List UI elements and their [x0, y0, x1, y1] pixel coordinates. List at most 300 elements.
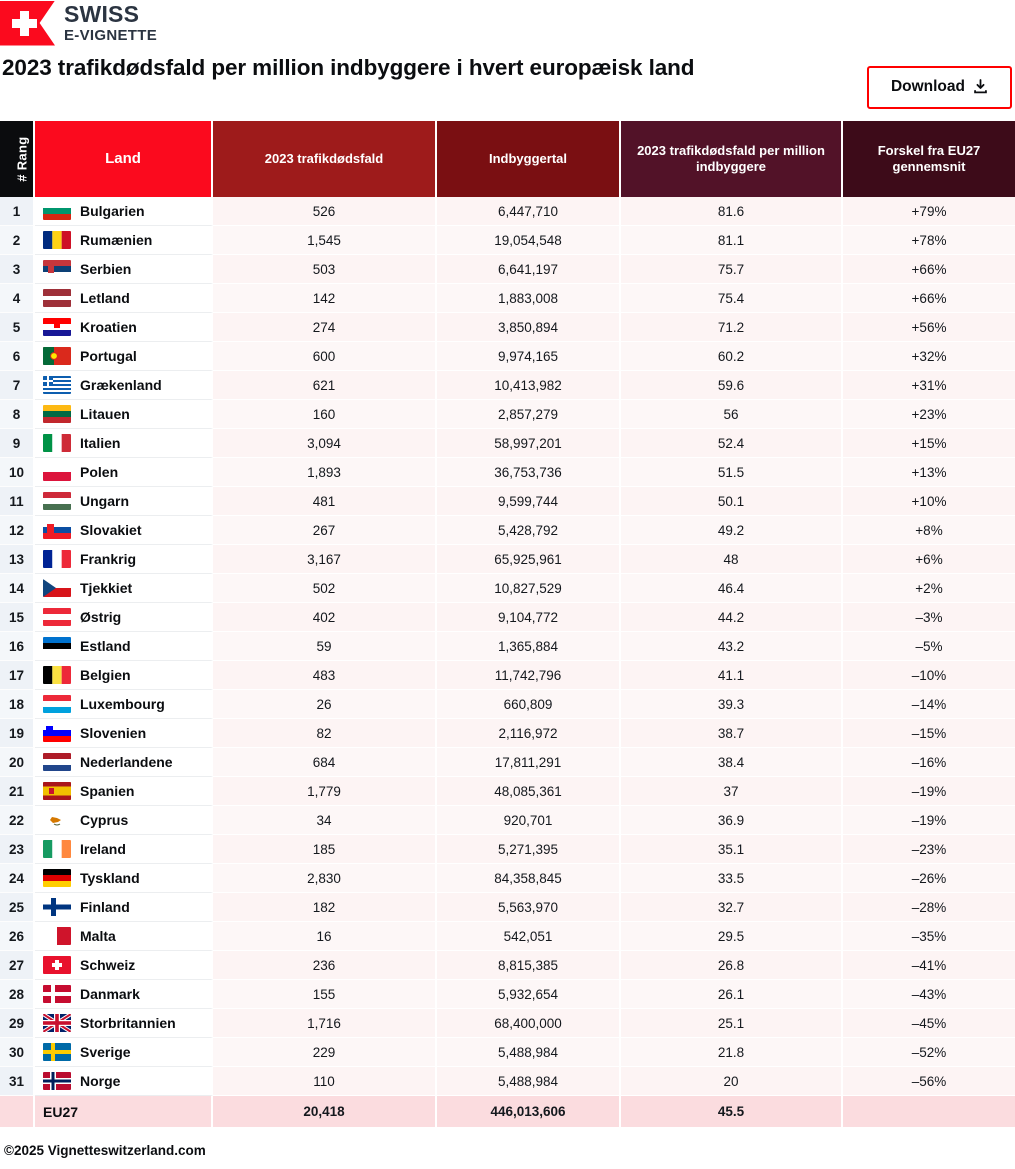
country-name: Estland: [80, 638, 131, 654]
cell-diff: –56%: [843, 1067, 1015, 1096]
table-row[interactable]: [0, 226, 1015, 255]
page-title: 2023 trafikdødsfald per million indbyggere i hvert europæisk land: [2, 55, 695, 80]
column-header-population[interactable]: Indbyggertal: [437, 121, 621, 197]
cell-rank: 14: [0, 574, 35, 603]
cell-country: [35, 951, 213, 980]
country-name: Belgien: [80, 667, 131, 683]
cell-country: [35, 1009, 213, 1038]
cell-diff: –43%: [843, 980, 1015, 1009]
cell-diff: –45%: [843, 1009, 1015, 1038]
column-header-diff[interactable]: Forskel fra EU27 gennemsnit: [843, 121, 1015, 197]
cell-country: [35, 313, 213, 342]
cell-population: 9,599,744: [437, 487, 621, 516]
table-row[interactable]: [0, 980, 1015, 1009]
cell-population: 2,116,972: [437, 719, 621, 748]
cell-per-million: 35.1: [621, 835, 843, 864]
cell-country: [35, 400, 213, 429]
cell-per-million: 48: [621, 545, 843, 574]
country-name: Slovenien: [80, 725, 147, 741]
flag-bg-icon: [43, 202, 71, 220]
cell-per-million: 49.2: [621, 516, 843, 545]
cell-diff: +79%: [843, 197, 1015, 226]
cell-diff: –5%: [843, 632, 1015, 661]
cell-rank: 27: [0, 951, 35, 980]
country-name: Norge: [80, 1073, 121, 1089]
cell-summary-rank: [0, 1096, 35, 1127]
cell-country: [35, 574, 213, 603]
cell-population: 9,974,165: [437, 342, 621, 371]
cell-per-million: 36.9: [621, 806, 843, 835]
country-name: Serbien: [80, 261, 132, 277]
cell-per-million: 29.5: [621, 922, 843, 951]
cell-per-million: 37: [621, 777, 843, 806]
cell-deaths: 1,545: [213, 226, 437, 255]
cell-population: 660,809: [437, 690, 621, 719]
cell-country: [35, 487, 213, 516]
table-row[interactable]: [0, 951, 1015, 980]
cell-diff: –23%: [843, 835, 1015, 864]
cell-diff: –41%: [843, 951, 1015, 980]
brand-bar: [0, 0, 1015, 46]
cell-per-million: 39.3: [621, 690, 843, 719]
cell-country: [35, 893, 213, 922]
cell-deaths: 59: [213, 632, 437, 661]
cell-deaths: 402: [213, 603, 437, 632]
cell-population: 5,488,984: [437, 1038, 621, 1067]
cell-diff: +66%: [843, 284, 1015, 313]
cell-rank: 16: [0, 632, 35, 661]
table-row[interactable]: [0, 835, 1015, 864]
country-name: Grækenland: [80, 377, 162, 393]
column-header-rank[interactable]: # Rang: [0, 121, 35, 197]
flag-rs-icon: [43, 260, 71, 278]
cell-population: 65,925,961: [437, 545, 621, 574]
cell-diff: –19%: [843, 806, 1015, 835]
cell-country: [35, 980, 213, 1009]
cell-country: [35, 603, 213, 632]
cell-per-million: 44.2: [621, 603, 843, 632]
cell-population: 58,997,201: [437, 429, 621, 458]
cell-diff: +23%: [843, 400, 1015, 429]
cell-deaths: 155: [213, 980, 437, 1009]
cell-rank: 6: [0, 342, 35, 371]
cell-rank: 28: [0, 980, 35, 1009]
cell-rank: 31: [0, 1067, 35, 1096]
cell-country: [35, 545, 213, 574]
cell-diff: –35%: [843, 922, 1015, 951]
cell-per-million: 20: [621, 1067, 843, 1096]
cell-per-million: 81.1: [621, 226, 843, 255]
cell-rank: 2: [0, 226, 35, 255]
table-row[interactable]: [0, 342, 1015, 371]
cell-deaths: 600: [213, 342, 437, 371]
cell-per-million: 50.1: [621, 487, 843, 516]
country-name: Luxembourg: [80, 696, 165, 712]
cell-deaths: 503: [213, 255, 437, 284]
flag-se-icon: [43, 1043, 71, 1061]
country-name: Storbritannien: [80, 1015, 176, 1031]
table-row[interactable]: [0, 458, 1015, 487]
cell-deaths: 274: [213, 313, 437, 342]
table-row[interactable]: [0, 255, 1015, 284]
cell-deaths: 502: [213, 574, 437, 603]
download-button[interactable]: [867, 66, 1012, 109]
cell-deaths: 182: [213, 893, 437, 922]
cell-rank: 8: [0, 400, 35, 429]
flag-gr-icon: [43, 376, 71, 394]
flag-sk-icon: [43, 521, 71, 539]
cell-rank: 13: [0, 545, 35, 574]
cell-per-million: 60.2: [621, 342, 843, 371]
flag-es-icon: [43, 782, 71, 800]
cell-rank: 20: [0, 748, 35, 777]
cell-diff: +56%: [843, 313, 1015, 342]
flag-fi-icon: [43, 898, 71, 916]
cell-country: [35, 342, 213, 371]
flag-be-icon: [43, 666, 71, 684]
cell-country: [35, 1038, 213, 1067]
cell-deaths: 621: [213, 371, 437, 400]
cell-country: [35, 835, 213, 864]
country-name: Ungarn: [80, 493, 129, 509]
cell-per-million: 56: [621, 400, 843, 429]
cell-country: [35, 516, 213, 545]
cell-deaths: 1,779: [213, 777, 437, 806]
cell-diff: –3%: [843, 603, 1015, 632]
column-header-deaths[interactable]: 2023 trafikdødsfald: [213, 121, 437, 197]
cell-rank: 25: [0, 893, 35, 922]
cell-population: 3,850,894: [437, 313, 621, 342]
cell-deaths: 526: [213, 197, 437, 226]
cell-diff: +31%: [843, 371, 1015, 400]
cell-per-million: 25.1: [621, 1009, 843, 1038]
cell-rank: 18: [0, 690, 35, 719]
flag-it-icon: [43, 434, 71, 452]
cell-per-million: 52.4: [621, 429, 843, 458]
cell-deaths: 34: [213, 806, 437, 835]
flag-lt-icon: [43, 405, 71, 423]
flag-ie-icon: [43, 840, 71, 858]
flag-hr-icon: [43, 318, 71, 336]
cell-diff: –14%: [843, 690, 1015, 719]
cell-deaths: 26: [213, 690, 437, 719]
cell-diff: +15%: [843, 429, 1015, 458]
cell-deaths: 1,893: [213, 458, 437, 487]
table-row[interactable]: [0, 197, 1015, 226]
cell-population: 542,051: [437, 922, 621, 951]
cell-deaths: 483: [213, 661, 437, 690]
country-name: Litauen: [80, 406, 130, 422]
cell-population: 5,932,654: [437, 980, 621, 1009]
table-row[interactable]: [0, 429, 1015, 458]
flag-fr-icon: [43, 550, 71, 568]
cell-per-million: 38.7: [621, 719, 843, 748]
table-row[interactable]: [0, 690, 1015, 719]
cell-population: 19,054,548: [437, 226, 621, 255]
cell-per-million: 32.7: [621, 893, 843, 922]
cell-per-million: 38.4: [621, 748, 843, 777]
flag-mt-icon: [43, 927, 71, 945]
cell-per-million: 46.4: [621, 574, 843, 603]
table-row[interactable]: [0, 922, 1015, 951]
country-name: Frankrig: [80, 551, 137, 567]
cell-rank: 19: [0, 719, 35, 748]
cell-country: [35, 197, 213, 226]
cell-population: 48,085,361: [437, 777, 621, 806]
cell-rank: 22: [0, 806, 35, 835]
cell-population: 10,413,982: [437, 371, 621, 400]
flag-dk-icon: [43, 985, 71, 1003]
table-row[interactable]: [0, 1067, 1015, 1096]
cell-population: 36,753,736: [437, 458, 621, 487]
cell-deaths: 236: [213, 951, 437, 980]
download-button-label: Download: [890, 78, 965, 95]
cell-country: [35, 284, 213, 313]
table-row[interactable]: [0, 603, 1015, 632]
table-row[interactable]: [0, 1009, 1015, 1038]
cell-country: [35, 458, 213, 487]
cell-population: 6,447,710: [437, 197, 621, 226]
country-name: Danmark: [80, 986, 140, 1002]
cell-rank: 23: [0, 835, 35, 864]
table-row[interactable]: [0, 313, 1015, 342]
cell-country: [35, 371, 213, 400]
cell-deaths: 82: [213, 719, 437, 748]
table-header: [0, 121, 1015, 197]
table-summary-row: [0, 1096, 1015, 1127]
cell-population: 1,365,884: [437, 632, 621, 661]
country-name: Rumænien: [80, 232, 153, 248]
flag-gb-icon: [43, 1014, 71, 1032]
brand-line-1: SWISS: [64, 1, 140, 28]
cell-per-million: 26.8: [621, 951, 843, 980]
flag-pt-icon: [43, 347, 71, 365]
country-name: Polen: [80, 464, 119, 480]
cell-rank: 10: [0, 458, 35, 487]
flag-lu-icon: [43, 695, 71, 713]
flag-nl-icon: [43, 753, 71, 771]
cell-deaths: 229: [213, 1038, 437, 1067]
rankings-table: [0, 121, 1015, 1127]
brand-wordmark: [64, 3, 157, 43]
table-header-row: [0, 121, 1015, 197]
cell-summary-per-million: 45.5: [621, 1096, 843, 1127]
cell-per-million: 75.7: [621, 255, 843, 284]
cell-per-million: 26.1: [621, 980, 843, 1009]
cell-diff: –10%: [843, 661, 1015, 690]
column-header-land[interactable]: Land: [35, 121, 213, 197]
cell-population: 6,641,197: [437, 255, 621, 284]
cell-country: [35, 255, 213, 284]
country-name: Tyskland: [80, 870, 140, 886]
cell-summary-deaths: 20,418: [213, 1096, 437, 1127]
cell-deaths: 110: [213, 1067, 437, 1096]
swiss-flag-icon: [0, 1, 55, 46]
country-name: Bulgarien: [80, 203, 145, 219]
table-row[interactable]: [0, 1038, 1015, 1067]
cell-population: 5,428,792: [437, 516, 621, 545]
cell-country: [35, 719, 213, 748]
cell-diff: +32%: [843, 342, 1015, 371]
cell-population: 17,811,291: [437, 748, 621, 777]
cell-deaths: 16: [213, 922, 437, 951]
cell-per-million: 59.6: [621, 371, 843, 400]
country-name: Cyprus: [80, 812, 129, 828]
cell-country: [35, 864, 213, 893]
title-row: [0, 46, 1015, 121]
cell-deaths: 1,716: [213, 1009, 437, 1038]
cell-summary-label: EU27: [35, 1096, 213, 1127]
flag-cz-icon: [43, 579, 71, 597]
cell-diff: +2%: [843, 574, 1015, 603]
cell-rank: 4: [0, 284, 35, 313]
table-row[interactable]: [0, 516, 1015, 545]
country-name: Slovakiet: [80, 522, 142, 538]
cell-rank: 17: [0, 661, 35, 690]
cell-deaths: 142: [213, 284, 437, 313]
table-row[interactable]: [0, 545, 1015, 574]
cell-deaths: 684: [213, 748, 437, 777]
cell-country: [35, 632, 213, 661]
cell-per-million: 21.8: [621, 1038, 843, 1067]
cell-country: [35, 226, 213, 255]
cell-rank: 5: [0, 313, 35, 342]
cell-country: [35, 690, 213, 719]
flag-cy-icon: [43, 811, 71, 829]
cell-population: 10,827,529: [437, 574, 621, 603]
cell-rank: 24: [0, 864, 35, 893]
cell-population: 11,742,796: [437, 661, 621, 690]
table-row[interactable]: [0, 864, 1015, 893]
table-row[interactable]: [0, 487, 1015, 516]
cell-country: [35, 922, 213, 951]
brand-line-2: E-VIGNETTE: [64, 26, 158, 44]
cell-deaths: 267: [213, 516, 437, 545]
cell-diff: +78%: [843, 226, 1015, 255]
cell-population: 9,104,772: [437, 603, 621, 632]
country-name: Spanien: [80, 783, 135, 799]
table-row[interactable]: [0, 719, 1015, 748]
country-name: Letland: [80, 290, 130, 306]
cell-per-million: 41.1: [621, 661, 843, 690]
country-name: Malta: [80, 928, 116, 944]
table-row[interactable]: [0, 661, 1015, 690]
cell-per-million: 71.2: [621, 313, 843, 342]
country-name: Schweiz: [80, 957, 136, 973]
cell-country: [35, 429, 213, 458]
flag-si-icon: [43, 724, 71, 742]
cell-deaths: 160: [213, 400, 437, 429]
country-name: Sverige: [80, 1044, 131, 1060]
flag-ee-icon: [43, 637, 71, 655]
table-row[interactable]: [0, 400, 1015, 429]
country-name: Kroatien: [80, 319, 137, 335]
cell-population: 1,883,008: [437, 284, 621, 313]
flag-at-icon: [43, 608, 71, 626]
table-body: [0, 197, 1015, 1127]
cell-population: 5,271,395: [437, 835, 621, 864]
cell-deaths: 185: [213, 835, 437, 864]
cell-population: 84,358,845: [437, 864, 621, 893]
country-name: Østrig: [80, 609, 122, 625]
download-icon: [973, 79, 988, 95]
cell-rank: 1: [0, 197, 35, 226]
cell-rank: 21: [0, 777, 35, 806]
cell-country: [35, 661, 213, 690]
cell-deaths: 481: [213, 487, 437, 516]
country-name: Finland: [80, 899, 130, 915]
cell-per-million: 43.2: [621, 632, 843, 661]
cell-population: 68,400,000: [437, 1009, 621, 1038]
cell-diff: +8%: [843, 516, 1015, 545]
cell-diff: –15%: [843, 719, 1015, 748]
cell-country: [35, 1067, 213, 1096]
cell-per-million: 75.4: [621, 284, 843, 313]
cell-population: 5,563,970: [437, 893, 621, 922]
cell-per-million: 51.5: [621, 458, 843, 487]
cell-diff: +6%: [843, 545, 1015, 574]
cell-population: 8,815,385: [437, 951, 621, 980]
table-row[interactable]: [0, 574, 1015, 603]
footer-copyright: ©2025 Vignetteswitzerland.com: [4, 1143, 206, 1158]
table-row[interactable]: [0, 893, 1015, 922]
cell-population: 920,701: [437, 806, 621, 835]
cell-diff: –16%: [843, 748, 1015, 777]
flag-hu-icon: [43, 492, 71, 510]
table-row[interactable]: [0, 748, 1015, 777]
cell-rank: 9: [0, 429, 35, 458]
flag-pl-icon: [43, 463, 71, 481]
cell-country: [35, 748, 213, 777]
table-row[interactable]: [0, 777, 1015, 806]
cell-rank: 7: [0, 371, 35, 400]
cell-country: [35, 777, 213, 806]
cell-per-million: 33.5: [621, 864, 843, 893]
flag-no-icon: [43, 1072, 71, 1090]
cell-rank: 11: [0, 487, 35, 516]
cell-deaths: 2,830: [213, 864, 437, 893]
flag-ro-icon: [43, 231, 71, 249]
cell-deaths: 3,094: [213, 429, 437, 458]
cell-diff: +10%: [843, 487, 1015, 516]
country-name: Italien: [80, 435, 121, 451]
table-row[interactable]: [0, 371, 1015, 400]
cell-rank: 3: [0, 255, 35, 284]
column-header-per-million[interactable]: 2023 trafikdødsfald per million indbyggere: [621, 121, 843, 197]
cell-diff: –26%: [843, 864, 1015, 893]
cell-country: [35, 806, 213, 835]
cell-diff: +13%: [843, 458, 1015, 487]
cell-rank: 29: [0, 1009, 35, 1038]
cell-diff: –28%: [843, 893, 1015, 922]
country-name: Ireland: [80, 841, 126, 857]
cell-deaths: 3,167: [213, 545, 437, 574]
cell-per-million: 81.6: [621, 197, 843, 226]
country-name: Nederlandene: [80, 754, 173, 770]
table-row[interactable]: [0, 284, 1015, 313]
cell-rank: 26: [0, 922, 35, 951]
table-row[interactable]: [0, 632, 1015, 661]
country-name: Tjekkiet: [80, 580, 133, 596]
cell-rank: 15: [0, 603, 35, 632]
table-row[interactable]: [0, 806, 1015, 835]
cell-diff: –52%: [843, 1038, 1015, 1067]
flag-ch-icon: [43, 956, 71, 974]
cell-diff: –19%: [843, 777, 1015, 806]
cell-population: 5,488,984: [437, 1067, 621, 1096]
country-name: Portugal: [80, 348, 137, 364]
cell-rank: 12: [0, 516, 35, 545]
